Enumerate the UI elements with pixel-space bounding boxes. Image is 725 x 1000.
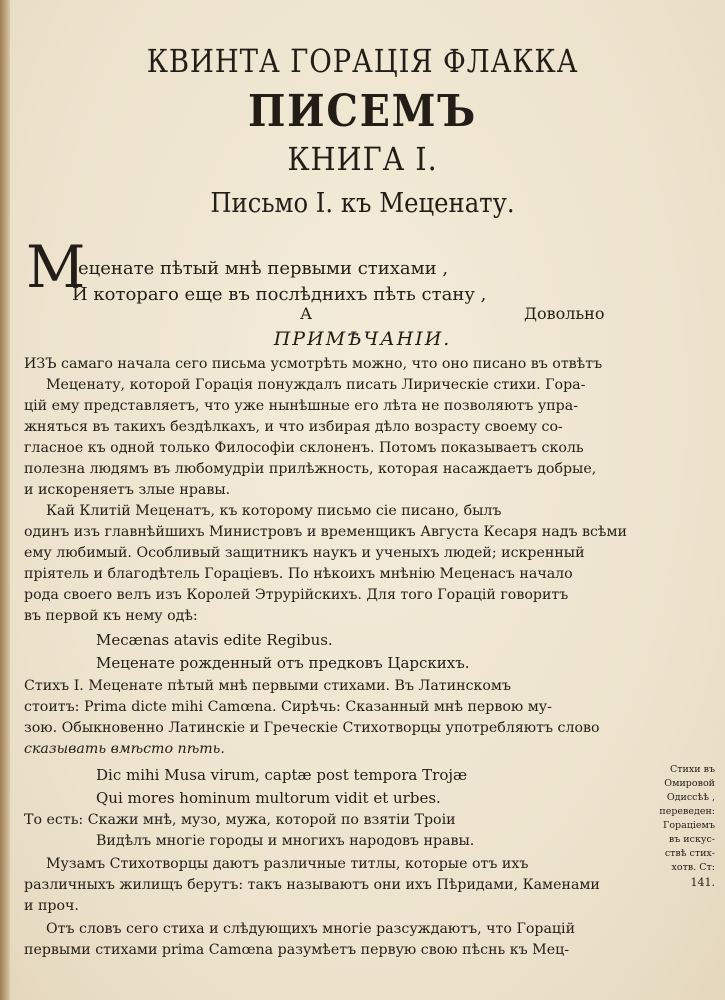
drop-cap: М bbox=[26, 233, 86, 301]
note-line: и искореняетъ злые нравы. bbox=[24, 482, 231, 498]
note-line: пріятель и благодѣтель Гораціевъ. По нѣкоихъ мнѣнію Меценасъ начало bbox=[24, 566, 573, 582]
margin-note-line: Одиссѣѣ , bbox=[666, 792, 715, 803]
margin-note-line: въ искус- bbox=[668, 834, 715, 845]
note-line: одинъ изъ главнѣйшихъ Министровъ и временщикъ Августа Кесаря надъ всѣми bbox=[24, 524, 627, 540]
margin-note-line: Стихи въ bbox=[670, 764, 715, 775]
title-author: КВИНТА ГОРАЦІЯ ФЛАККА bbox=[146, 42, 579, 80]
margin-note-line: Горацiемъ bbox=[663, 820, 715, 831]
note-line: въ первой къ нему одѣ: bbox=[24, 608, 198, 624]
note-line: Отъ словъ сего стиха и слѣдующихъ многіе разсуждаютъ, что Горацій bbox=[46, 921, 576, 937]
latin-quote: Dic mihi Musa virum, captæ post tempora Trojæ bbox=[96, 766, 468, 784]
verse-line-1: еценате пѣтый мнѣ первыми стихами , bbox=[78, 258, 449, 279]
title-book: КНИГА I. bbox=[287, 140, 438, 178]
note-line: рода своего велъ изъ Королей Этрурійскихъ. Для того Горацій говоритъ bbox=[24, 587, 569, 603]
page-spine-shadow bbox=[0, 0, 10, 1000]
note-line: цій ему представляетъ, что уже нынѣшные его лѣта не позволяютъ упра- bbox=[24, 398, 578, 414]
note-line: Кай Клитій Меценатъ, къ которому письмо сіе писано, былъ bbox=[46, 503, 502, 519]
note-line: стоитъ: Prima dicte mihi Camœna. Сирѣчь: Сказанный мнѣ первою му- bbox=[24, 699, 552, 715]
quote-translation: Меценате рожденный отъ предковъ Царскихъ. bbox=[96, 654, 470, 672]
note-line: сказывать вмѣсто пѣть. bbox=[24, 741, 225, 757]
note-line: Стихъ I. Меценате пѣтый мнѣ первыми стихами. Въ Латинскомъ bbox=[24, 678, 511, 694]
note-line: гласное къ одной только Философіи склоненъ. Потомъ показываетъ сколь bbox=[24, 440, 584, 456]
catch-letter: А bbox=[300, 304, 313, 323]
title-work: ПИСЕМЪ bbox=[247, 86, 478, 137]
notes-heading: ПРИМѢЧАНІИ. bbox=[273, 328, 452, 350]
margin-note-line: ствѣ стих- bbox=[664, 848, 715, 859]
margin-note-line: Омировой bbox=[664, 778, 715, 789]
note-line: и проч. bbox=[24, 898, 79, 914]
note-line: полезна людямъ въ любомудріи прилѣжность, которая насаждаетъ добрые, bbox=[24, 461, 597, 477]
note-line: жняться въ такихъ бездѣлкахъ, и что избирая дѣло возрасту своему со- bbox=[24, 419, 563, 435]
margin-note-line: переведен: bbox=[659, 806, 715, 817]
note-line: Музамъ Стихотворцы даютъ различные титлы, которые отъ ихъ bbox=[46, 856, 529, 872]
note-line: различныхъ жилищъ берутъ: такъ называютъ они ихъ Пѣридами, Каменами bbox=[24, 877, 600, 893]
note-line: ИЗЪ самаго начала сего письма усмотрѣть можно, что оно писано въ отвѣтъ bbox=[24, 356, 603, 372]
note-line: Меценату, которой Горація понуждалъ писать Лирическіе стихи. Гора- bbox=[46, 377, 586, 393]
margin-note-line: 141. bbox=[690, 876, 715, 889]
latin-quote: Qui mores hominum multorum vidit et urbes. bbox=[96, 789, 441, 807]
verse-line-2: И котораго еще въ послѣднихъ пѣть стану , bbox=[72, 284, 487, 305]
catchword: Довольно bbox=[524, 304, 605, 323]
title-letter: Письмо I. къ Меценату. bbox=[210, 188, 515, 219]
note-line: зою. Обыкновенно Латинскіе и Греческіе Стихотворцы употребляютъ слово bbox=[24, 720, 600, 736]
margin-note-line: хотв. Ст: bbox=[671, 862, 715, 873]
note-line: первыми стихами prima Camœna разумѣетъ первую свою пѣснь къ Мец- bbox=[24, 942, 570, 958]
note-line: То есть: Скажи мнѣ, музо, мужа, которой по взятіи Троіи bbox=[24, 812, 456, 828]
note-line: Видѣлъ многіе городы и многихъ народовъ нравы. bbox=[96, 833, 475, 849]
note-line: ему любимый. Особливый защитникъ наукъ и ученыхъ людей; искренный bbox=[24, 545, 585, 561]
latin-quote: Mecænas atavis edite Regibus. bbox=[96, 631, 333, 649]
